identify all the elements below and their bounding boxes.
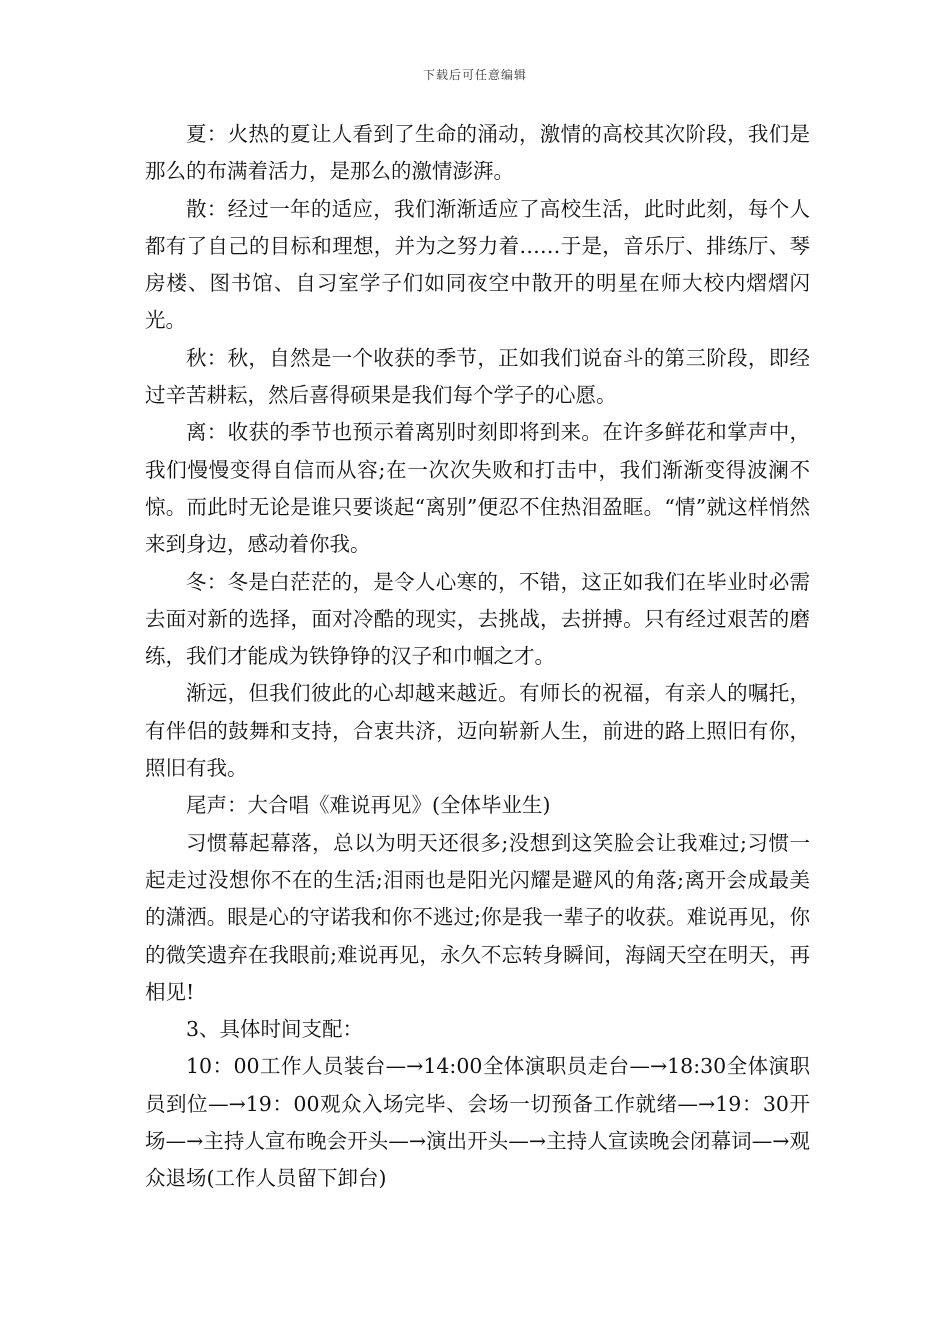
paragraph-winter: 冬：冬是白茫茫的，是令人心寒的，不错，这正如我们在毕业时必需去面对新的选择，面对冷酷的现实，去挑战，去拼搏。只有经过艰苦的磨练，我们才能成为铁铮铮的汉子和巾帼之才。 [145,569,810,669]
paragraph-schedule: 10：00工作人员装台—→14:00全体演职员走台—→18:30全体演职员到位—→19：00观众入场完毕、会场一切预备工作就绪—→19：30开场—→主持人宣布晚会开头—→演出开头—→主持人宣读晚会闭幕词—→观众退场(工作人员留下卸台) [145,1054,810,1191]
paragraph-autumn: 秋：秋，自然是一个收获的季节，正如我们说奋斗的第三阶段，即经过辛苦耕耘，然后喜得硕果是我们每个学子的心愿。 [145,345,810,408]
document-body [145,116,810,1198]
paragraph-lyrics: 习惯幕起幕落，总以为明天还很多;没想到这笑脸会让我难过;习惯一起走过没想你不在的生活;泪雨也是阳光闪耀是避风的角落;离开会成最美的潇洒。眼是心的守诺我和你不逃过;你是我一辈子的收获。难说再见，你的微笑遗弃在我眼前;难说再见，永久不忘转身瞬间，海阔天空在明天，再相见! [145,830,810,1004]
page-header: 下载后可任意编辑 [422,68,527,82]
paragraph-finale-title: 尾声：大合唱《难说再见》(全体毕业生) [186,793,551,818]
paragraph-schedule-heading: 3、具体时间支配： [186,1017,364,1042]
paragraph-summer: 夏：火热的夏让人看到了生命的涌动，激情的高校其次阶段，我们是那么的布满着活力，是那么的激情澎湃。 [145,122,810,184]
paragraph-distance: 渐远，但我们彼此的心却越来越近。有师长的祝福，有亲人的嘱托，有伴侣的鼓舞和支持，合衷共济，迈向崭新人生，前进的路上照旧有你，照旧有我。 [145,681,810,781]
paragraph-parting: 离：收获的季节也预示着离别时刻即将到来。在许多鲜花和掌声中，我们慢慢变得自信而从容;在一次次失败和打击中，我们渐渐变得波澜不惊。而此时无论是谁只要谈起“离别”便忍不住热泪盈眶。“情”就这样悄然来到身边，感动着你我。 [145,420,810,557]
paragraph-scatter: 散：经过一年的适应，我们渐渐适应了高校生活，此时此刻，每个人都有了自己的目标和理想，并为之努力着……于是，音乐厅、排练厅、琴房楼、图书馆、自习室学子们如同夜空中散开的明星在师大校内熠熠闪光。 [145,196,810,333]
